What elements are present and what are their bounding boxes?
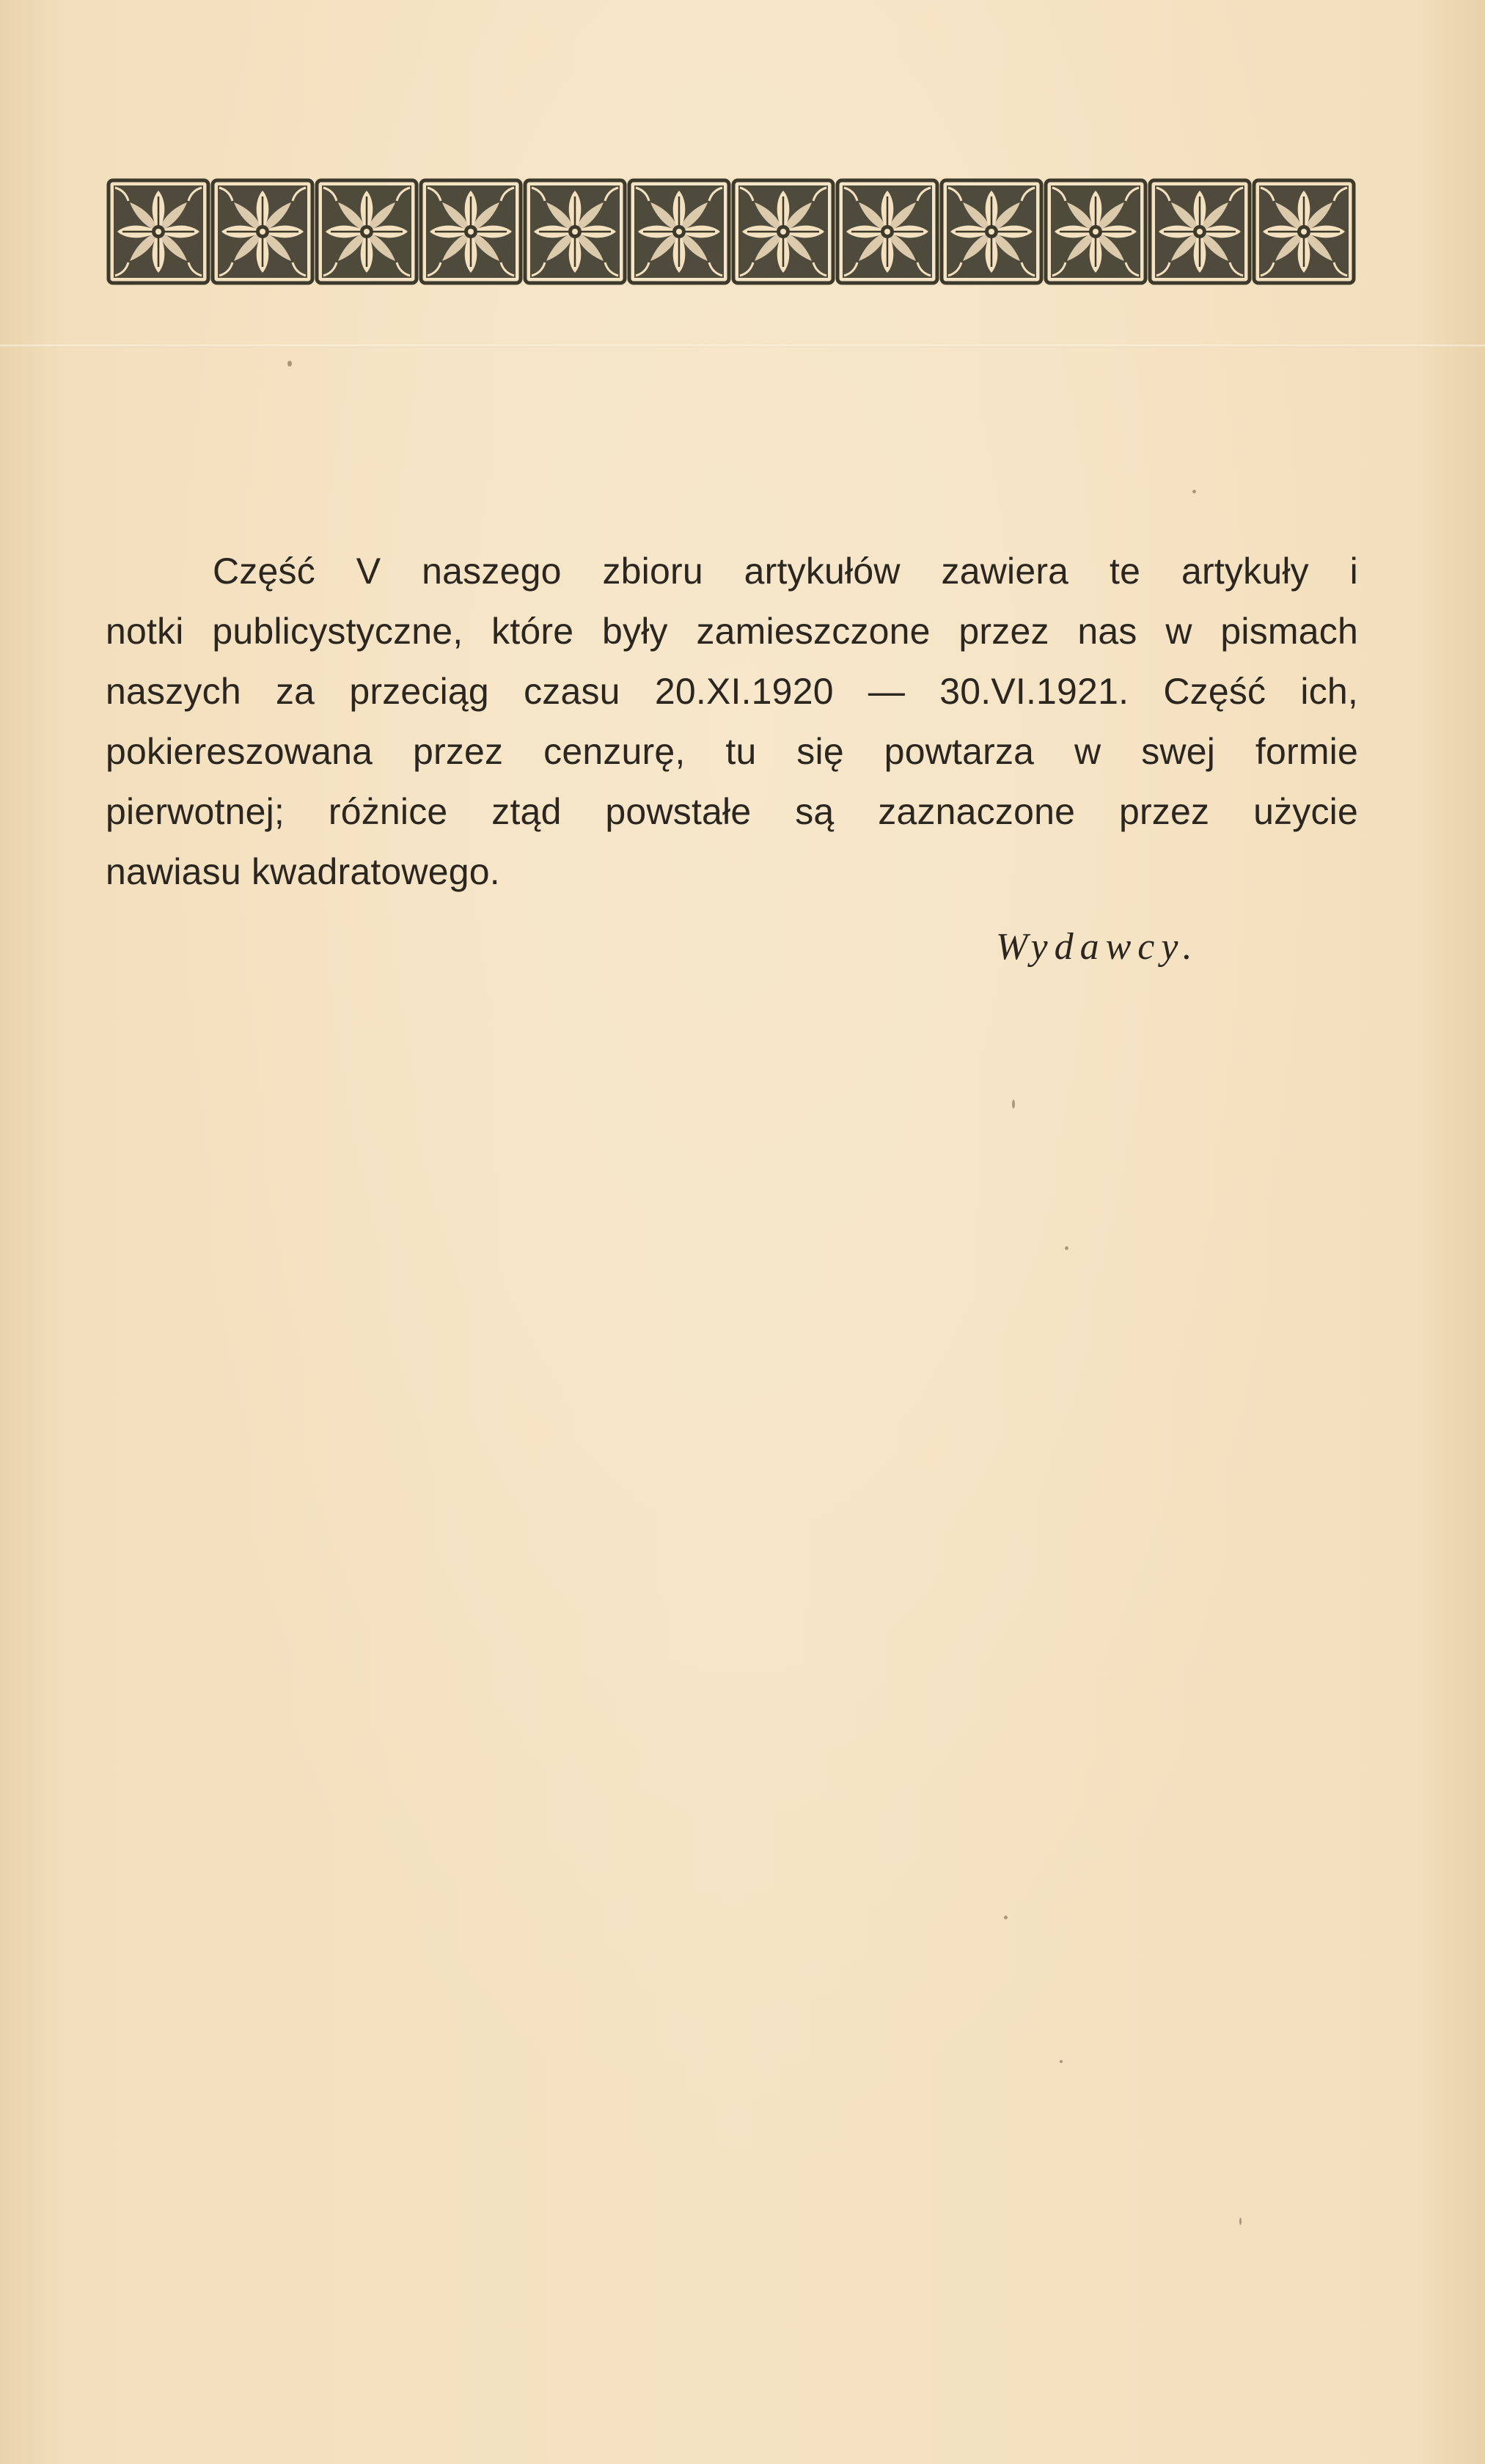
intro-paragraph: [106, 541, 1358, 902]
paper-speck: [1065, 1246, 1068, 1250]
paper-speck: [1192, 490, 1196, 493]
paper-speck: [1004, 1916, 1008, 1919]
paragraph-line: Część V naszego zbioru artykułów zawiera te artykuły i: [213, 551, 1358, 592]
publisher-signature: Wydawcy.: [996, 926, 1199, 968]
page-fold-line: [0, 345, 1485, 347]
paper-speck: [1012, 1100, 1015, 1108]
paragraph-line: naszych za przeciąg czasu 20.XI.1920 — 30.VI.1921. Część ich,: [106, 671, 1358, 712]
paper-speck: [287, 361, 292, 367]
paper-speck: [1060, 2060, 1063, 2063]
floral-border-icon: [106, 176, 1357, 287]
paragraph-line: pierwotnej; różnice ztąd powstałe są zaznaczone przez użycie: [106, 791, 1358, 832]
paragraph-line: nawiasu kwadratowego.: [106, 851, 500, 892]
paper-speck: [1239, 2218, 1242, 2225]
paragraph-line: notki publicystyczne, które były zamieszczone przez nas w pismach: [106, 611, 1358, 652]
paragraph-line: pokiereszowana przez cenzurę, tu się powtarza w swej formie: [106, 731, 1358, 772]
